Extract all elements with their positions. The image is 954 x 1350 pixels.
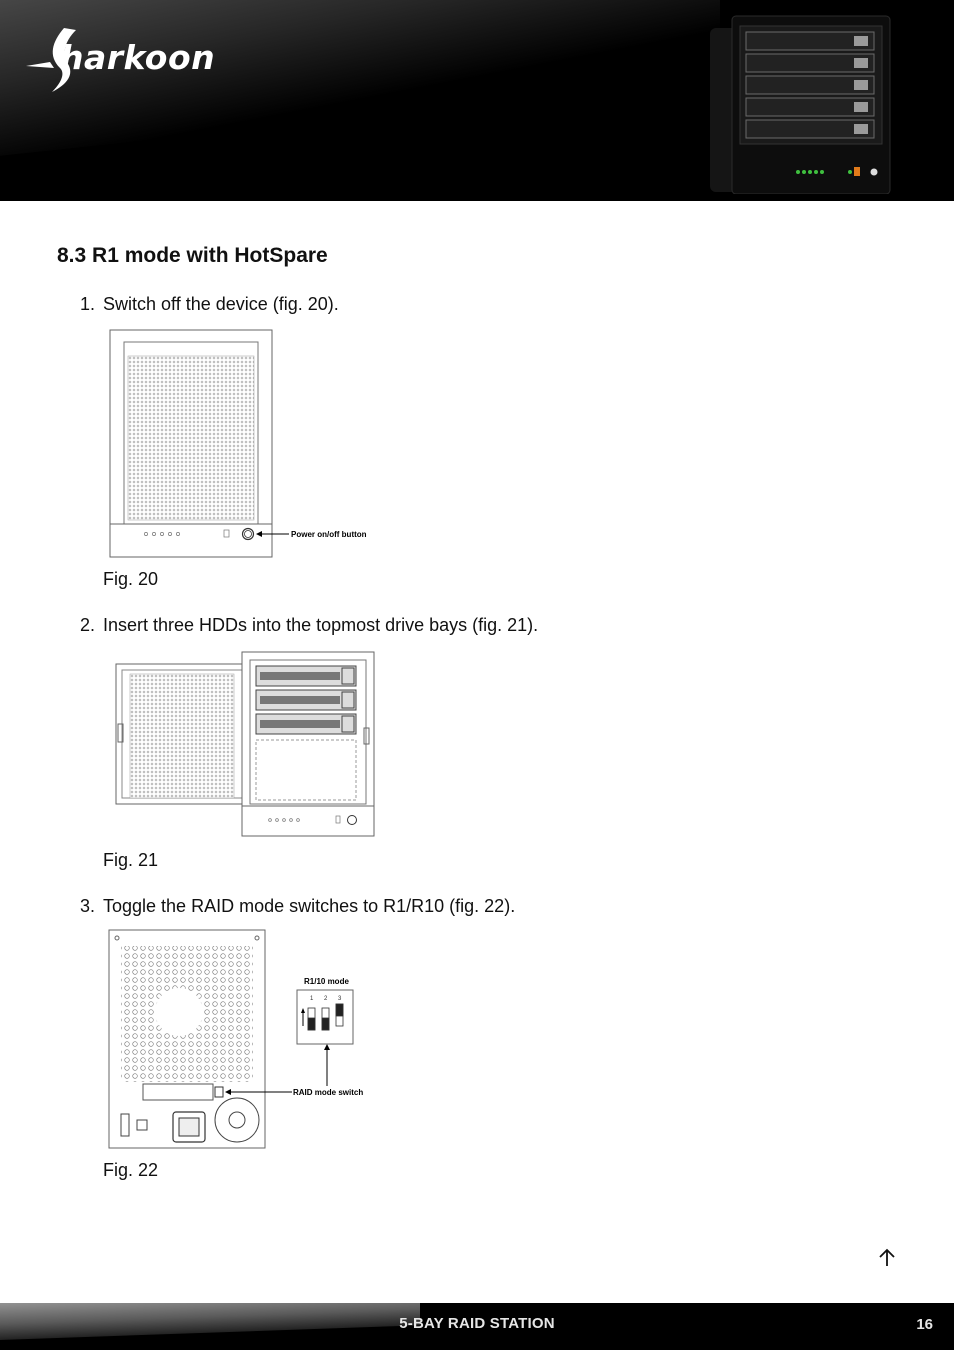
step-1: [80, 294, 339, 315]
logo-wordmark: harkoon: [60, 38, 216, 77]
raid-switch-callout: RAID mode switch: [293, 1088, 364, 1097]
step-2: [80, 615, 538, 636]
caption-fig-22: Fig. 22: [103, 1160, 159, 1180]
caption-fig-21: Fig. 21: [103, 850, 159, 870]
switch-number-2: 2: [324, 996, 328, 1002]
raid-station-photo: [706, 8, 892, 194]
arrow-up-icon[interactable]: [876, 1246, 898, 1270]
step-number: 2.: [80, 615, 96, 635]
caption-fig-20: Fig. 20: [103, 569, 159, 589]
step-number: 3.: [80, 896, 96, 916]
switch-number-1: 1: [310, 996, 314, 1002]
footer-title: 5-BAY RAID STATION: [399, 1315, 555, 1332]
step-number: 1.: [80, 294, 96, 314]
mode-label: R1/10 mode: [304, 977, 349, 986]
section-title: 8.3 R1 mode with HotSpare: [57, 244, 328, 267]
step-text: Insert three HDDs into the topmost drive bays (fig. 21).: [103, 615, 539, 635]
step-text: Switch off the device (fig. 20).: [103, 294, 339, 314]
step-3: [80, 896, 515, 917]
figure-20: [108, 328, 378, 560]
page-number: 16: [916, 1316, 933, 1333]
header-banner: [0, 0, 954, 201]
figure-21: [114, 650, 376, 838]
figure-22: [107, 928, 369, 1150]
power-button-callout: Power on/off button: [291, 530, 367, 539]
switch-number-3: 3: [338, 996, 342, 1002]
step-text: Toggle the RAID mode switches to R1/R10 (fig. 22).: [103, 896, 516, 916]
